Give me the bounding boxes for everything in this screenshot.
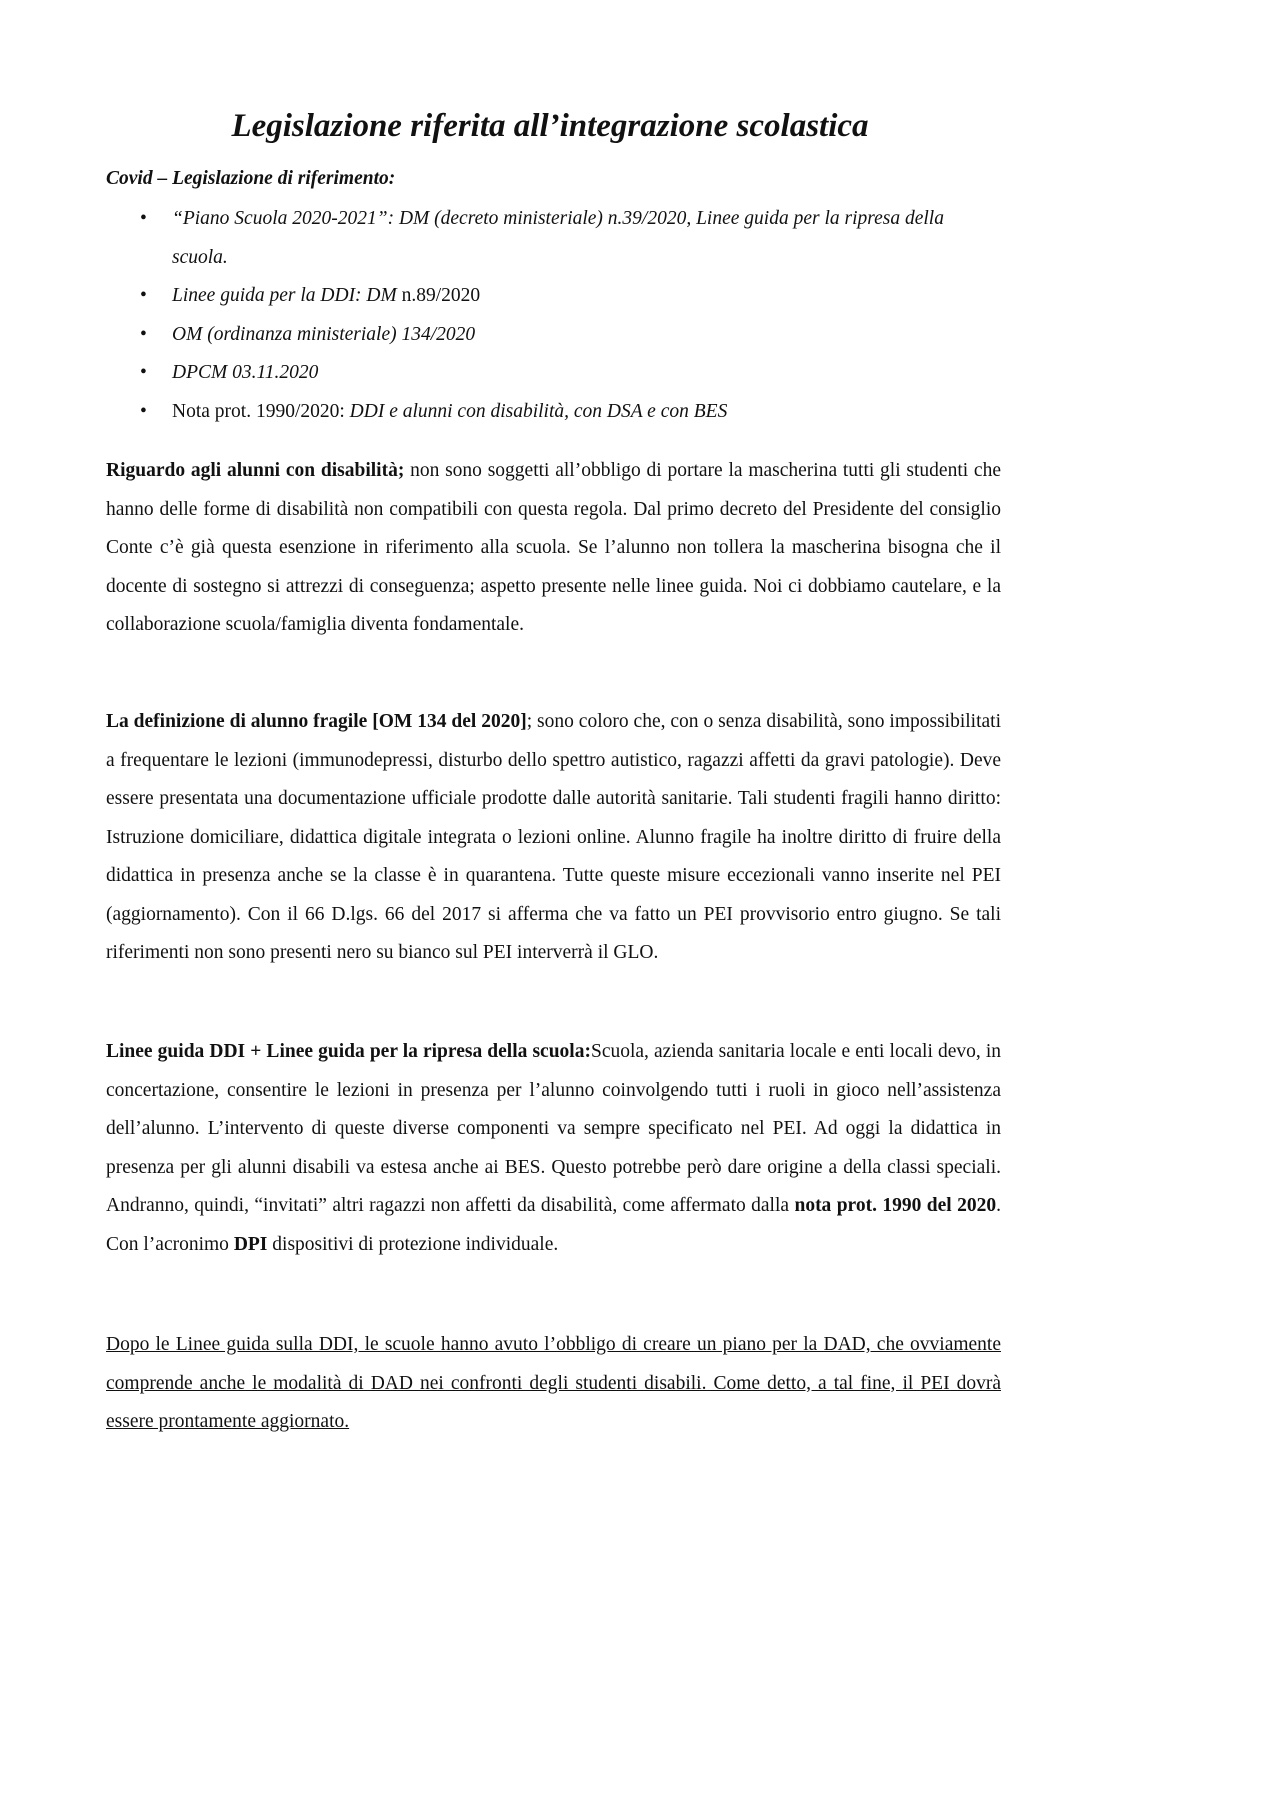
list-item: [106, 316, 1001, 355]
list-item-italic: OM (ordinanza ministeriale) 134/2020: [172, 323, 476, 345]
list-item-text: n.89/2020: [396, 285, 481, 306]
section-subheading: Covid – Legislazione di riferimento:: [106, 168, 396, 189]
list-item-italic: DPCM 03.11.2020: [172, 362, 319, 383]
paragraph-lead: Riguardo agli alunni con disabilità;: [106, 460, 405, 481]
list-item-italic: Linee guida per la DDI: DM: [172, 285, 397, 306]
paragraph-bold-acronym: DPI: [233, 1233, 268, 1255]
page-title: Legislazione riferita all’integrazione scolastica: [231, 108, 869, 144]
bullet-icon: •: [140, 323, 147, 345]
list-item-text: Nota prot. 1990/2020:: [172, 400, 350, 422]
paragraph-text: Scuola, azienda sanitaria locale e enti locali devo, in concertazione, consentire le lezioni in presenza per l’alunno coinvolgendo tutti i ruoli in gioco nell’assistenza dell’alunno. L’intervento di queste diverse componenti va sempre specificato nel PEI. Ad oggi la didattica in presenza per gli alunni disabili va estesa anche ai BES. Questo potrebbe però dare origine a della classi speciali. Andranno, quindi, “invitati” altri ragazzi non affetti da disabilità, come affermato dalla: [106, 1041, 1001, 1216]
paragraph-lead: Linee guida DDI + Linee guida per la ripresa della scuola:: [106, 1041, 591, 1062]
list-item: [106, 354, 1001, 393]
list-item-italic: “Piano Scuola 2020-2021”: DM (decreto ministeriale) n.39/2020, Linee guida per la ripresa della scuola.: [172, 208, 944, 268]
paragraph-text: dispositivi di protezione individuale.: [267, 1233, 559, 1255]
bullet-icon: •: [140, 362, 147, 383]
paragraph-guidelines: [106, 1033, 1001, 1264]
paragraph-fragile-student: [106, 703, 1001, 973]
paragraph-lead: La definizione di alunno fragile [OM 134 del 2020]: [106, 711, 527, 732]
list-item: [106, 277, 1001, 316]
legislation-list: [106, 200, 1001, 431]
list-item: [106, 200, 1001, 277]
bullet-icon: •: [140, 285, 147, 306]
paragraph-text: . Con l’acronimo: [106, 1195, 1001, 1255]
bullet-icon: •: [140, 400, 147, 422]
underlined-text: Dopo le Linee guida sulla DDI, le scuole hanno avuto l’obbligo di creare un piano per la DAD, che ovviamente comprende anche le modalità di DAD nei confronti degli studenti disabili. Come detto, a tal fine, il PEI dovrà essere prontamente aggiornato.: [106, 1334, 1001, 1432]
list-item-italic: DDI e alunni con disabilità, con DSA e con BES: [349, 400, 728, 422]
paragraph-text: ; sono coloro che, con o senza disabilità, sono impossibilitati a frequentare le lezioni (immunodepressi, disturbo dello spettro autistico, ragazzi affetti da gravi patologie). Deve essere presentata una documentazione ufficiale prodotte dalle autorità sanitarie. Tali studenti fragili hanno diritto: Istruzione domiciliare, didattica digitale integrata o lezioni online. Alunno fragile ha inoltre diritto di fruire della didattica in presenza anche se la classe è in quarantena. Tutte queste misure eccezionali vanno inserite nel PEI (aggiornamento). Con il 66 D.lgs. 66 del 2017 si afferma che va fatto un PEI provvisorio entro giugno. Se tali riferimenti non sono presenti nero su bianco sul PEI interverrà il GLO.: [106, 711, 1001, 963]
bullet-icon: •: [140, 208, 147, 229]
paragraph-dad-plan: [106, 1326, 1001, 1442]
paragraph-text: non sono soggetti all’obbligo di portare la mascherina tutti gli studenti che hanno delle forme di disabilità non compatibili con questa regola. Dal primo decreto del Presidente del consiglio Conte c’è già questa esenzione in riferimento alla scuola. Se l’alunno non tollera la mascherina bisogna che il docente di sostegno si attrezzi di conseguenza; aspetto presente nelle linee guida. Noi ci dobbiamo cautelare, e la collaborazione scuola/famiglia diventa fondamentale.: [106, 460, 1001, 635]
paragraph-disabled-students: [106, 452, 1001, 645]
paragraph-bold-ref: nota prot. 1990 del 2020: [794, 1195, 997, 1216]
list-item: [106, 393, 1001, 432]
